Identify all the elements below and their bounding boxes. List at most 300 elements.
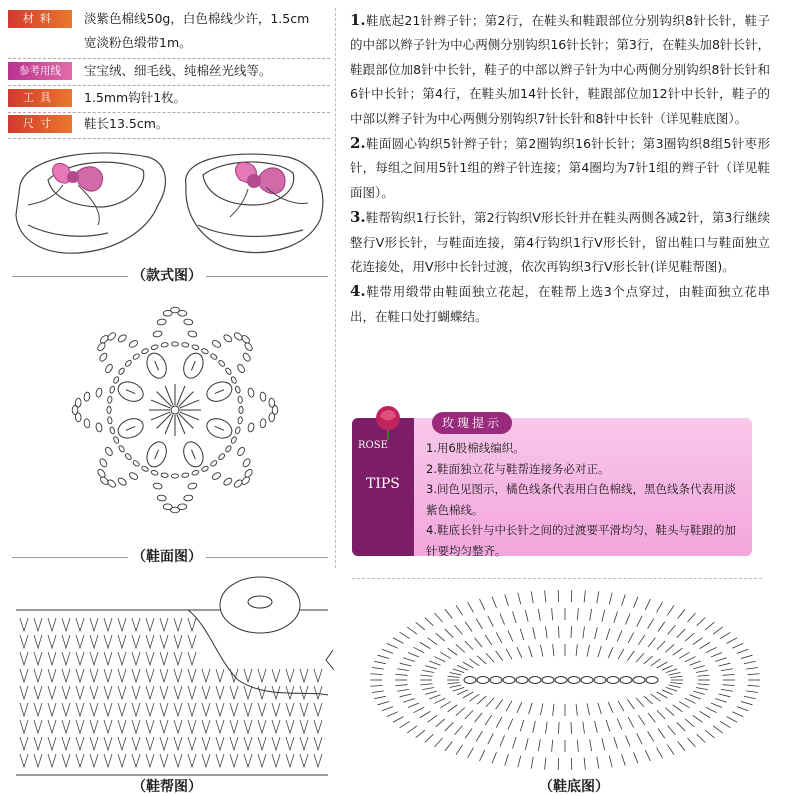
double-crochet-stitch	[648, 619, 654, 629]
double-crochet-stitch	[727, 717, 738, 723]
double-crochet-stitch	[486, 698, 494, 707]
double-crochet-stitch	[445, 609, 452, 618]
chain-stitch	[233, 479, 243, 489]
chain-stitch	[182, 473, 190, 478]
v-stitch	[104, 669, 112, 682]
v-stitch	[48, 669, 56, 682]
double-crochet-stitch	[693, 638, 703, 645]
chain-stitch	[223, 477, 234, 487]
double-crochet-stitch	[465, 710, 473, 719]
double-crochet-stitch	[597, 591, 599, 603]
double-crochet-stitch	[737, 649, 748, 653]
v-stitch	[34, 703, 42, 716]
v-stitch	[132, 618, 140, 631]
double-crochet-stitch	[713, 627, 723, 634]
chain-stitch	[183, 495, 193, 502]
v-stitch	[202, 737, 210, 750]
divider	[8, 58, 330, 59]
v-stitch	[62, 720, 70, 733]
v-stitch	[272, 669, 280, 682]
detail-circle	[220, 577, 300, 633]
double-crochet-stitch	[571, 626, 572, 638]
v-stitch	[258, 686, 266, 699]
v-stitch	[132, 754, 140, 767]
double-crochet-stitch	[480, 599, 485, 610]
chain-stitch	[172, 474, 179, 478]
double-crochet-stitch	[533, 627, 536, 639]
step-2	[350, 131, 770, 205]
v-stitch	[244, 720, 252, 733]
double-crochet-stitch	[457, 665, 468, 670]
chain-stitch	[236, 446, 246, 457]
double-crochet-stitch	[732, 712, 743, 717]
chain-stitch	[161, 473, 169, 478]
double-crochet-stitch	[508, 719, 513, 730]
tip-item: 2.鞋面独立花与鞋帮连接务必对正。	[426, 459, 744, 480]
double-crochet-stitch	[705, 730, 714, 738]
double-crochet-stitch	[435, 738, 443, 747]
double-crochet-stitch	[721, 689, 733, 691]
v-stitch	[160, 669, 168, 682]
double-crochet-stitch	[468, 602, 474, 612]
v-stitch	[230, 754, 238, 767]
v-stitch	[314, 754, 322, 767]
v-stitch	[132, 686, 140, 699]
double-crochet-stitch	[416, 730, 425, 738]
step-1	[350, 8, 770, 131]
material-row-size	[8, 113, 330, 135]
double-crochet-stitch	[480, 750, 485, 761]
double-crochet-stitch	[427, 638, 437, 645]
center-stitch	[180, 400, 199, 408]
chain-stitch	[182, 342, 190, 347]
material-row-reference-yarn	[8, 60, 330, 82]
chain-stitch	[225, 367, 233, 375]
materials-text-line2: 宽淡粉色缎带1m。	[72, 32, 192, 54]
double-crochet-stitch	[546, 722, 548, 734]
double-crochet-stitch	[608, 647, 613, 658]
double-crochet-stitch	[531, 591, 533, 603]
v-stitch	[76, 652, 84, 665]
step-number: 3.	[350, 208, 366, 226]
double-crochet-stitch	[518, 593, 521, 605]
v-stitch	[90, 686, 98, 699]
double-crochet-stitch	[434, 657, 445, 662]
double-crochet-stitch	[622, 594, 626, 605]
v-stitch	[230, 737, 238, 750]
center-stitch	[165, 386, 173, 405]
double-crochet-stitch	[636, 698, 644, 707]
chain-stitch	[153, 482, 163, 489]
double-crochet-stitch	[748, 674, 760, 675]
step-4	[350, 279, 770, 329]
double-crochet-stitch	[583, 626, 585, 638]
v-stitch	[132, 652, 140, 665]
double-crochet-stitch	[434, 698, 445, 703]
v-stitch	[174, 635, 182, 648]
double-crochet-stitch	[518, 756, 521, 768]
v-stitch	[20, 754, 28, 767]
double-crochet-stitch	[429, 661, 440, 665]
double-crochet-stitch	[517, 647, 522, 658]
chain-stitch	[132, 353, 140, 361]
center-stitch	[157, 392, 172, 407]
chain-stitch	[161, 342, 169, 347]
double-crochet-stitch	[602, 610, 605, 622]
double-crochet-stitch	[669, 673, 681, 675]
double-crochet-stitch	[693, 715, 703, 722]
double-crochet-stitch	[531, 757, 533, 769]
double-crochet-stitch	[693, 666, 705, 669]
double-crochet-stitch	[455, 726, 463, 735]
material-row-tools	[8, 87, 330, 109]
v-stitch	[258, 754, 266, 767]
double-crochet-stitch	[727, 638, 738, 644]
chain-stitch	[230, 376, 237, 384]
double-crochet-stitch	[723, 674, 735, 675]
chain-stitch	[151, 470, 159, 476]
v-stitch	[118, 754, 126, 767]
v-stitch	[90, 618, 98, 631]
chain-stitch	[620, 677, 632, 684]
double-crochet-stitch	[540, 703, 542, 715]
double-crochet-stitch	[382, 649, 393, 653]
tips-list	[426, 438, 744, 561]
chain-stitch	[124, 453, 132, 461]
v-stitch	[132, 669, 140, 682]
double-crochet-stitch	[690, 661, 701, 665]
double-crochet-stitch	[638, 715, 645, 725]
v-stitch	[48, 703, 56, 716]
double-crochet-stitch	[529, 703, 533, 714]
center-stitch	[165, 415, 173, 434]
double-crochet-stitch	[748, 685, 760, 686]
double-crochet-stitch	[552, 608, 553, 620]
step-text: 鞋面圆心钩织5针辫子针；第2圈钩织16针长针；第3圈钩织8组5针枣形针，每组之间用5针1组的辫子针连接；第4圈均为7针1组的辫子针（详见鞋面图）。	[350, 136, 770, 200]
double-crochet-stitch	[421, 684, 433, 685]
caption-sole-top-view: （鞋面图）	[128, 546, 206, 566]
double-crochet-stitch	[651, 659, 661, 666]
v-stitch	[244, 669, 252, 682]
double-crochet-stitch	[500, 613, 505, 624]
v-stitch	[34, 669, 42, 682]
double-crochet-stitch	[590, 609, 592, 621]
label-tools: 工具	[8, 89, 72, 107]
chain-stitch	[117, 477, 128, 487]
v-stitch	[76, 669, 84, 682]
chain-stitch	[95, 388, 102, 398]
v-stitch	[34, 618, 42, 631]
chain-stitch	[210, 353, 218, 361]
double-crochet-stitch	[456, 644, 465, 652]
v-stitch	[202, 669, 210, 682]
chain-stitch	[235, 386, 241, 394]
double-crochet-stitch	[448, 683, 460, 684]
double-crochet-stitch	[697, 684, 709, 685]
double-crochet-stitch	[450, 673, 462, 675]
double-crochet-stitch	[746, 667, 758, 669]
chain-stitch	[529, 677, 541, 684]
v-stitch	[160, 737, 168, 750]
double-crochet-stitch	[628, 717, 634, 728]
v-stitch	[174, 652, 182, 665]
double-crochet-stitch	[396, 685, 408, 686]
double-crochet-stitch	[648, 713, 655, 722]
double-crochet-stitch	[598, 646, 602, 657]
double-crochet-stitch	[545, 590, 546, 602]
double-crochet-stitch	[571, 722, 572, 734]
v-stitch	[90, 720, 98, 733]
double-crochet-stitch	[618, 649, 624, 659]
v-stitch	[314, 686, 322, 699]
v-stitch	[132, 720, 140, 733]
chain-stitch	[244, 341, 254, 351]
v-stitch	[62, 737, 70, 750]
v-stitch	[34, 737, 42, 750]
chain-stitch	[247, 388, 254, 398]
double-crochet-stitch	[540, 645, 542, 657]
double-crochet-stitch	[506, 649, 512, 659]
double-crochet-stitch	[476, 731, 482, 741]
double-crochet-stitch	[667, 605, 674, 615]
chain-stitch	[187, 482, 197, 489]
double-crochet-stitch	[486, 653, 494, 662]
instructions	[350, 8, 770, 329]
double-crochet-stitch	[644, 656, 653, 664]
materials-text-line1: 淡紫色棉线50g，白色棉线少许，1.5cm	[72, 8, 309, 30]
double-crochet-stitch	[614, 612, 618, 623]
double-crochet-stitch	[374, 661, 386, 663]
double-crochet-stitch	[407, 627, 417, 634]
v-stitch	[118, 635, 126, 648]
chain-stitch	[113, 436, 120, 444]
v-stitch	[118, 652, 126, 665]
double-crochet-stitch	[678, 609, 685, 618]
double-crochet-stitch	[685, 633, 694, 641]
double-crochet-stitch	[370, 685, 382, 686]
step-text: 鞋带用缎带由鞋面独立花起，在鞋帮上选3个点穿过，由鞋面独立花串出，在鞋口处打蝴蝶结。	[350, 284, 770, 323]
double-crochet-stitch	[673, 705, 683, 712]
double-crochet-stitch	[382, 707, 393, 711]
chain-stitch	[201, 348, 209, 355]
double-crochet-stitch	[657, 692, 667, 698]
v-stitch	[62, 754, 70, 767]
double-crochet-stitch	[370, 674, 382, 675]
tips-title: 玫瑰提示	[432, 412, 512, 434]
double-crochet-stitch	[445, 741, 452, 750]
double-crochet-stitch	[485, 635, 492, 645]
rose-icon	[368, 400, 408, 440]
double-crochet-stitch	[496, 651, 503, 661]
double-crochet-stitch	[400, 632, 410, 638]
double-crochet-stitch	[746, 691, 758, 693]
double-crochet-stitch	[533, 721, 536, 733]
v-stitch	[76, 737, 84, 750]
double-crochet-stitch	[553, 704, 554, 716]
v-stitch	[20, 669, 28, 682]
chain-stitch	[141, 465, 149, 472]
step-text: 鞋帮钩织1行长针，第2行钩织V形长针并在鞋头两侧各减2针，第3行继续整行V形长针，与鞋面连接，第4行钩织1行V形长针，留出鞋口与鞋面独立花连接处，用V形中长针过渡，依次再钩织3行V形长针(详见鞋帮图)。	[350, 210, 770, 274]
reference-yarn-text: 宝宝绒、细毛线、纯棉丝光线等。	[72, 60, 272, 82]
double-crochet-stitch	[668, 625, 676, 634]
chain-stitch	[187, 330, 197, 337]
chain-stitch	[260, 418, 267, 428]
v-stitch	[188, 669, 196, 682]
step-number: 4.	[350, 282, 366, 300]
v-stitch	[216, 669, 224, 682]
chain-stitch	[201, 465, 209, 472]
v-stitch	[272, 754, 280, 767]
double-crochet-stitch	[719, 694, 731, 697]
v-stitch	[146, 754, 154, 767]
double-crochet-stitch	[420, 642, 430, 648]
double-crochet-stitch	[463, 692, 473, 698]
chain-stitch	[107, 407, 111, 414]
double-crochet-stitch	[685, 698, 696, 703]
chain-stitch	[95, 422, 102, 432]
double-crochet-stitch	[492, 752, 496, 763]
v-stitch	[62, 686, 70, 699]
v-stitch	[188, 635, 196, 648]
double-crochet-stitch	[492, 597, 496, 608]
double-crochet-stitch	[602, 738, 605, 750]
v-stitch	[244, 686, 252, 699]
v-stitch	[48, 737, 56, 750]
double-crochet-stitch	[465, 729, 472, 739]
v-stitch	[314, 703, 322, 716]
double-crochet-stitch	[669, 685, 681, 687]
v-stitch	[48, 652, 56, 665]
double-crochet-stitch	[737, 707, 748, 711]
v-stitch	[300, 720, 308, 733]
double-crochet-stitch	[690, 695, 701, 699]
chain-stitch	[477, 677, 489, 684]
double-crochet-stitch	[456, 708, 465, 716]
double-crochet-stitch	[637, 733, 642, 744]
double-crochet-stitch	[667, 745, 674, 755]
center-stitch	[151, 400, 170, 408]
caption-upper-view: （鞋帮图）	[128, 776, 206, 796]
v-stitch	[174, 669, 182, 682]
v-stitch	[216, 737, 224, 750]
v-stitch	[118, 669, 126, 682]
chain-stitch	[225, 445, 233, 453]
v-stitch	[90, 703, 98, 716]
material-row-yarn-cont	[8, 32, 330, 54]
double-crochet-stitch	[400, 694, 412, 697]
v-stitch	[244, 703, 252, 716]
v-stitch	[216, 686, 224, 699]
center-stitch	[180, 412, 199, 420]
chain-stitch	[124, 359, 132, 367]
chain-stitch	[84, 392, 91, 402]
double-crochet-stitch	[429, 695, 440, 699]
v-stitch	[132, 703, 140, 716]
divider	[352, 578, 762, 579]
chain-stitch	[106, 331, 116, 341]
double-crochet-stitch	[666, 687, 677, 691]
center-stitch	[177, 415, 185, 434]
double-crochet-stitch	[673, 648, 683, 655]
double-crochet-stitch	[651, 694, 661, 701]
v-stitch	[76, 754, 84, 767]
chain-stitch	[218, 359, 226, 367]
label-reference-yarn: 参考用线	[8, 62, 72, 80]
v-stitch	[132, 635, 140, 648]
v-stitch	[118, 618, 126, 631]
chain-stitch	[98, 352, 108, 363]
v-stitch	[104, 652, 112, 665]
v-stitch	[104, 737, 112, 750]
shoe-top-stitch-chart	[55, 290, 295, 530]
double-crochet-stitch	[634, 752, 638, 763]
double-crochet-stitch	[456, 745, 463, 755]
double-crochet-stitch	[705, 622, 714, 630]
v-stitch	[104, 635, 112, 648]
double-crochet-stitch	[453, 687, 464, 691]
bobble-mark	[126, 390, 135, 394]
double-crochet-stitch	[668, 726, 676, 735]
double-crochet-stitch	[441, 702, 451, 708]
double-crochet-stitch	[463, 662, 473, 668]
double-crochet-stitch	[713, 726, 723, 733]
double-crochet-stitch	[408, 652, 419, 657]
double-crochet-stitch	[741, 701, 753, 704]
v-stitch	[48, 720, 56, 733]
double-crochet-stitch	[590, 739, 592, 751]
v-stitch	[286, 720, 294, 733]
center-ring	[171, 406, 179, 414]
bobble-mark	[126, 426, 135, 430]
double-crochet-stitch	[553, 644, 554, 656]
double-crochet-stitch	[546, 626, 548, 638]
chain-stitch	[516, 677, 528, 684]
chain-stitch	[151, 344, 159, 350]
double-crochet-stitch	[387, 712, 398, 717]
v-stitch	[258, 720, 266, 733]
double-crochet-stitch	[455, 625, 463, 634]
double-crochet-stitch	[407, 726, 417, 733]
double-crochet-stitch	[744, 661, 756, 663]
double-crochet-stitch	[665, 708, 674, 716]
double-crochet-stitch	[719, 663, 731, 666]
v-stitch	[20, 720, 28, 733]
double-crochet-stitch	[587, 645, 589, 657]
v-stitch	[272, 703, 280, 716]
double-crochet-stitch	[512, 737, 516, 748]
double-crochet-stitch	[583, 722, 585, 734]
chain-stitch	[542, 677, 554, 684]
double-crochet-stitch	[732, 643, 743, 648]
v-stitch	[20, 686, 28, 699]
v-stitch	[188, 737, 196, 750]
chain-stitch	[223, 333, 234, 343]
double-crochet-stitch	[637, 616, 642, 627]
center-stitch	[179, 414, 194, 429]
double-crochet-stitch	[679, 652, 689, 658]
double-crochet-stitch	[496, 699, 503, 709]
v-stitch	[90, 754, 98, 767]
step-number: 1.	[350, 11, 366, 29]
double-crochet-stitch	[634, 597, 638, 608]
double-crochet-stitch	[685, 657, 696, 662]
double-crochet-stitch	[475, 638, 482, 647]
double-crochet-stitch	[666, 669, 677, 673]
v-stitch	[258, 703, 266, 716]
v-stitch	[34, 652, 42, 665]
double-crochet-stitch	[414, 647, 425, 652]
v-stitch	[90, 652, 98, 665]
